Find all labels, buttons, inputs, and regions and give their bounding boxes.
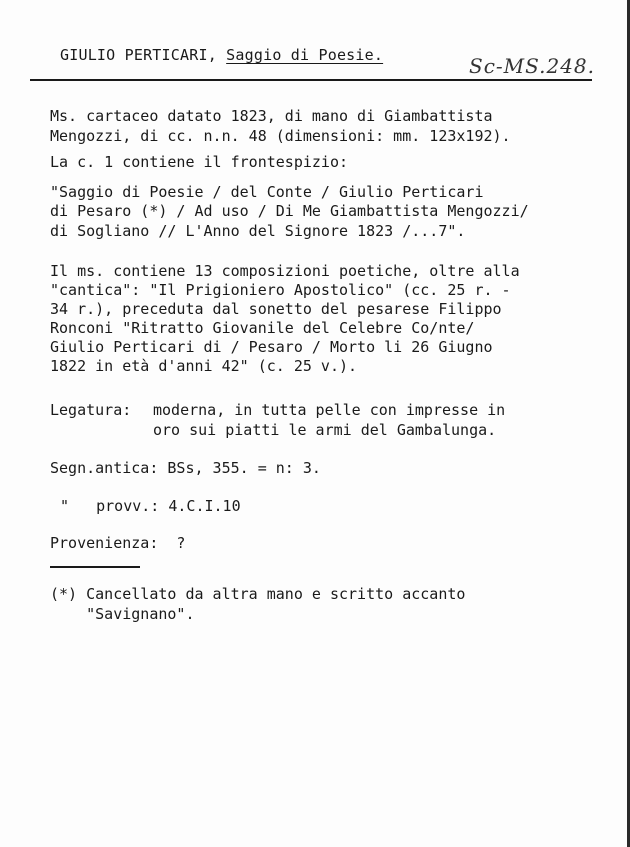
contents-line: "cantica": "Il Prigioniero Apostolico" (cc. 25 r. - — [50, 281, 511, 299]
shelfmark-handwritten: Sc-MS.248. — [469, 54, 596, 78]
footnote-line: "Savignano". — [50, 605, 195, 623]
frontispiece-intro: La c. 1 contiene il frontespizio: — [50, 153, 349, 171]
author-name: GIULIO PERTICARI, — [60, 46, 217, 64]
frontispiece-line: di Sogliano // L'Anno del Signore 1823 /...7". — [50, 222, 466, 240]
description-line: Mengozzi, di cc. n.n. 48 (dimensioni: mm. 123x192). — [50, 127, 511, 145]
footnote-line: (*) Cancellato da altra mano e scritto accanto — [50, 585, 466, 603]
header-rule — [30, 79, 592, 81]
contents-line: Giulio Perticari di / Pesaro / Morto li 26 Giugno — [50, 338, 493, 356]
binding-label: Legatura: — [50, 401, 132, 419]
footnote-rule — [50, 566, 140, 568]
binding-line: moderna, in tutta pelle con impresse in — [153, 401, 506, 419]
contents-line: 1822 in età d'anni 42" (c. 25 v.). — [50, 357, 358, 375]
card-header — [60, 46, 383, 64]
old-provenance: " provv.: 4.C.I.10 — [60, 497, 241, 515]
contents-line: 34 r.), preceduta dal sonetto del pesarese Filippo — [50, 300, 502, 318]
contents-line: Ronconi "Ritratto Giovanile del Celebre Co/nte/ — [50, 319, 475, 337]
description-line: Ms. cartaceo datato 1823, di mano di Giambattista — [50, 107, 493, 125]
binding-line: oro sui piatti le armi del Gambalunga. — [153, 421, 497, 439]
frontispiece-line: di Pesaro (*) / Ad uso / Di Me Giambattista Mengozzi/ — [50, 202, 529, 220]
frontispiece-line: "Saggio di Poesie / del Conte / Giulio Perticari — [50, 183, 484, 201]
work-title: Saggio di Poesie. — [226, 46, 384, 64]
provenance: Provenienza: ? — [50, 534, 186, 552]
old-shelfmark: Segn.antica: BSs, 355. = n: 3. — [50, 459, 321, 477]
contents-line: Il ms. contiene 13 composizioni poetiche, oltre alla — [50, 262, 520, 280]
